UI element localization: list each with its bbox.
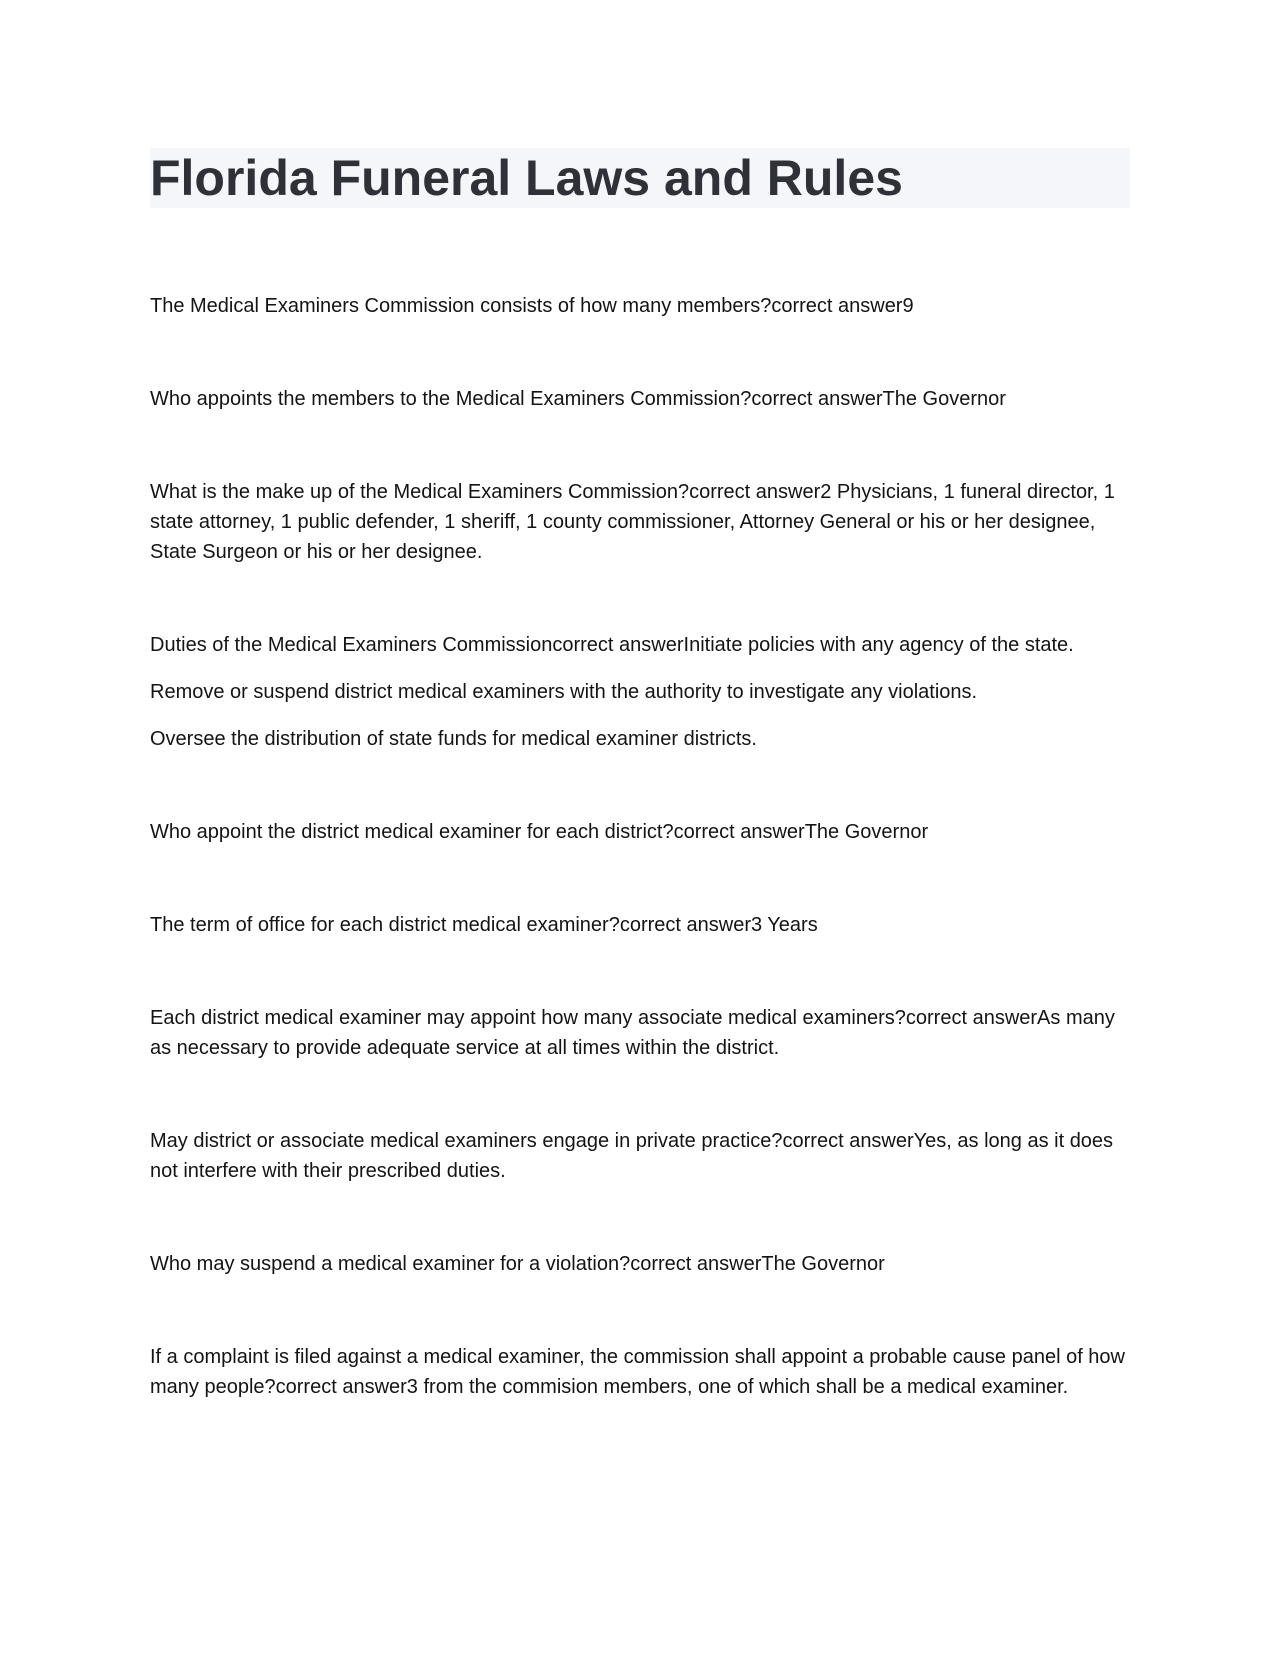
qa-item xyxy=(150,384,1130,414)
qa-item xyxy=(150,291,1130,321)
qa-text: Who appoints the members to the Medical Examiners Commission?correct answerThe Governor xyxy=(150,388,1006,410)
qa-text: May district or associate medical examiners engage in private practice?correct answerYes, as long as it does not interfere with their prescribed duties. xyxy=(150,1130,1114,1182)
qa-item xyxy=(150,1249,1130,1279)
document-title: Florida Funeral Laws and Rules xyxy=(150,150,903,206)
qa-continuation: Oversee the distribution of state funds for medical examiner districts. xyxy=(150,728,757,750)
qa-item xyxy=(150,910,1130,940)
qa-text: Each district medical examiner may appoint how many associate medical examiners?correct answerAs many as necessary to provide adequate service at all times within the district. xyxy=(150,1007,1115,1059)
qa-list xyxy=(150,291,1130,1402)
qa-item xyxy=(150,1126,1130,1186)
qa-text: Who appoint the district medical examiner for each district?correct answerThe Governor xyxy=(150,821,929,843)
qa-text: Who may suspend a medical examiner for a violation?correct answerThe Governor xyxy=(150,1253,885,1275)
qa-text: If a complaint is filed against a medical examiner, the commission shall appoint a probable cause panel of how many people?correct answer3 from the commision members, one of which shall be a medical examiner. xyxy=(150,1346,1125,1398)
qa-text: What is the make up of the Medical Examiners Commission?correct answer2 Physicians, 1 funeral director, 1 state attorney, 1 public defender, 1 sheriff, 1 county commissioner, Attorney General or his or her designee, State Surgeon or his or her designee. xyxy=(150,481,1115,563)
qa-item xyxy=(150,477,1130,567)
qa-text: Duties of the Medical Examiners Commissioncorrect answerInitiate policies with any agency of the state. xyxy=(150,634,1074,656)
qa-text: The term of office for each district medical examiner?correct answer3 Years xyxy=(150,914,818,936)
qa-item xyxy=(150,817,1130,847)
qa-item xyxy=(150,1003,1130,1063)
qa-continuation: Remove or suspend district medical examiners with the authority to investigate any violations. xyxy=(150,681,978,703)
document-page xyxy=(150,148,1130,1465)
qa-text: The Medical Examiners Commission consists of how many members?correct answer9 xyxy=(150,295,914,317)
qa-item xyxy=(150,1342,1130,1402)
qa-item xyxy=(150,630,1130,754)
title-band xyxy=(150,148,1130,208)
